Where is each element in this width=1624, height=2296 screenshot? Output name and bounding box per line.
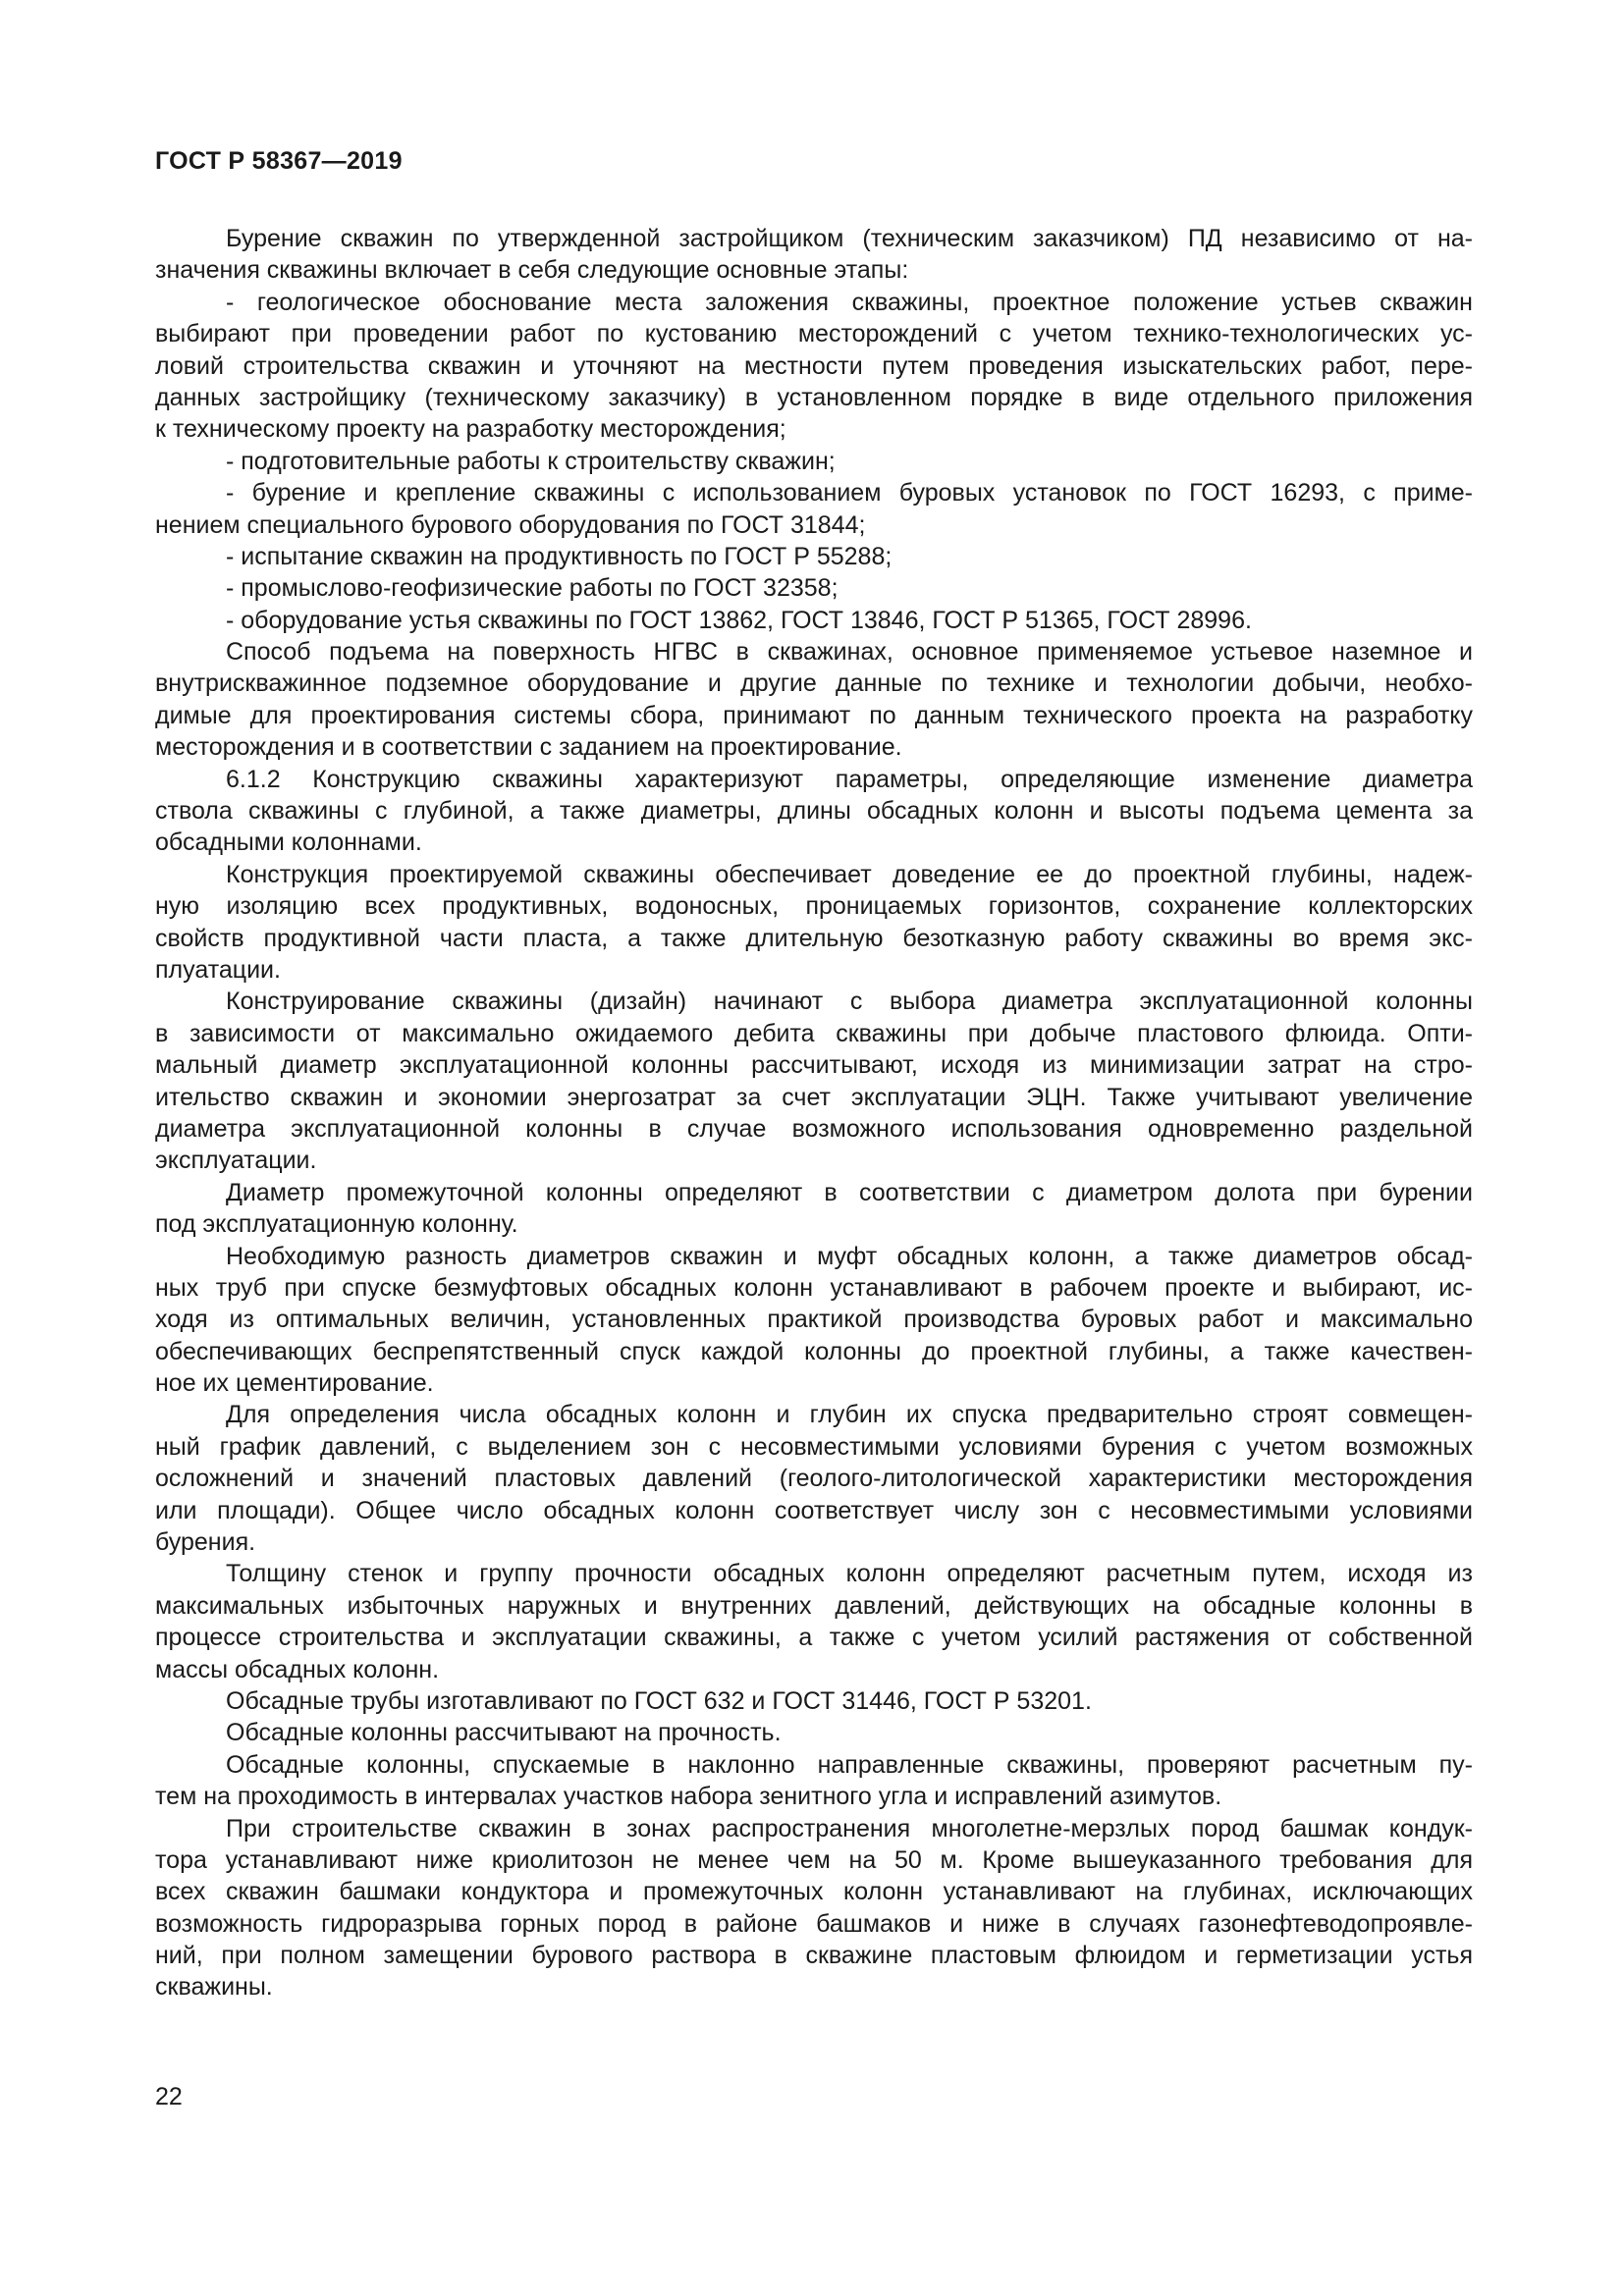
text-line: Обсадные колонны, спускаемые в наклонно направленные скважины, проверяют расчетным пу-: [226, 1750, 1473, 1779]
text-line: Необходимую разность диаметров скважин и муфт обсадных колонн, а также диаметров обсад-: [226, 1242, 1473, 1270]
text-line: обсадными колоннами.: [155, 828, 422, 857]
text-line: Обсадные колонны рассчитывают на прочность.: [226, 1719, 782, 1747]
paragraph: [155, 223, 1473, 287]
paragraph: [155, 1399, 1473, 1558]
text-line: ний, при полном замещении бурового раствора в скважине пластовым флюидом и герметизации устья: [155, 1942, 1473, 1970]
text-line: плуатации.: [155, 955, 281, 984]
text-line: Бурение скважин по утвержденной застройщиком (техническим заказчиком) ПД независимо от на-: [226, 225, 1473, 252]
text-line: Обсадные трубы изготавливают по ГОСТ 632 и ГОСТ 31446, ГОСТ Р 53201.: [226, 1686, 1092, 1715]
text-line: процессе строительства и эксплуатации скважины, а также с учетом усилий растяжения от собственной: [155, 1624, 1473, 1652]
text-line: обеспечивающих беспрепятственный спуск каждой колонны до проектной глубины, а также качествен-: [155, 1337, 1473, 1365]
text-line: тем на проходимость в интервалах участков набора зенитного угла и исправлений азимутов.: [155, 1783, 1222, 1811]
text-line: скважины.: [155, 1973, 273, 2002]
text-line: массы обсадных колонн.: [155, 1655, 440, 1683]
text-line: Толщину стенок и группу прочности обсадных колонн определяют расчетным путем, исходя из: [226, 1560, 1473, 1588]
paragraph: [155, 477, 1473, 541]
text-line: мальный диаметр эксплуатационной колонны рассчитывают, исходя из минимизации затрат на стро-: [155, 1051, 1473, 1080]
paragraph: [155, 764, 1473, 859]
text-line: максимальных избыточных наружных и внутренних давлений, действующих на обсадные колонны в: [155, 1591, 1473, 1620]
paragraph: [155, 1813, 1473, 2003]
paragraph: [155, 1241, 1473, 1400]
text-line: выбирают при проведении работ по кустованию месторождений с учетом технико-технологических ус-: [155, 320, 1473, 348]
text-line: бурения.: [155, 1528, 256, 1557]
paragraph: [155, 572, 1473, 604]
body-text: [155, 223, 1473, 2003]
text-line: Способ подъема на поверхность НГВС в скважинах, основное применяемое устьевое наземное и: [226, 638, 1473, 667]
paragraph: [155, 986, 1473, 1176]
text-line: внутрискважинное подземное оборудование и другие данные по технике и технологии добычи, необхо-: [155, 669, 1473, 698]
text-line: ную изоляцию всех продуктивных, водоносных, проницаемых горизонтов, сохранение коллекторских: [155, 892, 1473, 921]
text-line: ное их цементирование.: [155, 1369, 434, 1398]
text-line: - испытание скважин на продуктивность по ГОСТ Р 55288;: [226, 542, 893, 570]
paragraph: [155, 446, 1473, 477]
text-line: При строительстве скважин в зонах распространения многолетне-мерзлых пород башмак кондук-: [226, 1814, 1473, 1842]
text-line: 6.1.2 Конструкцию скважины характеризуют параметры, определяющие изменение диаметра: [226, 765, 1473, 793]
text-line: Диаметр промежуточной колонны определяют в соответствии с диаметром долота при бурении: [226, 1178, 1473, 1206]
paragraph: [155, 1717, 1473, 1748]
text-line: ительство скважин и экономии энергозатрат за счет эксплуатации ЭЦН. Также учитывают увеличение: [155, 1083, 1473, 1111]
text-line: значения скважины включает в себя следующие основные этапы:: [155, 256, 909, 285]
text-line: ходя из оптимальных величин, установленных практикой производства буровых работ и максимально: [155, 1306, 1473, 1334]
paragraph: [155, 1749, 1473, 1813]
paragraph: [155, 1685, 1473, 1717]
standard-header: ГОСТ Р 58367—2019: [155, 147, 403, 175]
text-line: месторождения и в соответствии с заданием на проектирование.: [155, 733, 902, 762]
text-line: Конструкция проектируемой скважины обеспечивает доведение ее до проектной глубины, надеж-: [226, 860, 1473, 888]
text-line: диаметра эксплуатационной колонны в случае возможного использования одновременно раздельной: [155, 1114, 1473, 1143]
text-line: нением специального бурового оборудования по ГОСТ 31844;: [155, 510, 866, 539]
paragraph: [155, 859, 1473, 987]
text-line: Конструирование скважины (дизайн) начинают с выбора диаметра эксплуатационной колонны: [226, 988, 1473, 1016]
text-line: эксплуатации.: [155, 1147, 317, 1175]
text-line: ный график давлений, с выделением зон с несовместимыми условиями бурения с учетом возможных: [155, 1432, 1473, 1461]
page-number: 22: [155, 2083, 183, 2110]
text-line: тора устанавливают ниже криолитозон не менее чем на 50 м. Кроме вышеуказанного требования для: [155, 1845, 1473, 1874]
text-line: к техническому проекту на разработку месторождения;: [155, 415, 786, 444]
paragraph: [155, 541, 1473, 572]
text-line: - геологическое обоснование места заложения скважины, проектное положение устьев скважин: [226, 288, 1473, 316]
paragraph: [155, 1558, 1473, 1685]
text-line: всех скважин башмаки кондуктора и промежуточных колонн устанавливают на глубинах, исключающих: [155, 1878, 1473, 1906]
text-line: или площади). Общее число обсадных колонн соответствует числу зон с несовместимыми условиями: [155, 1496, 1473, 1524]
text-line: - промыслово-геофизические работы по ГОСТ 32358;: [226, 574, 839, 603]
text-line: - бурение и крепление скважины с использованием буровых установок по ГОСТ 16293, с приме-: [226, 479, 1473, 507]
text-line: свойств продуктивной части пласта, а также длительную безотказную работу скважины во время экс-: [155, 924, 1473, 952]
text-line: - подготовительные работы к строительству скважин;: [226, 447, 836, 475]
text-line: димые для проектирования системы сбора, принимают по данным технического проекта на разработку: [155, 701, 1473, 729]
text-line: данных застройщику (техническому заказчику) в установленном порядке в виде отдельного приложения: [155, 383, 1473, 411]
text-line: осложнений и значений пластовых давлений (геолого-литологической характеристики месторождения: [155, 1465, 1473, 1493]
text-line: в зависимости от максимально ожидаемого дебита скважины при добыче пластового флюида. Опти-: [155, 1019, 1473, 1047]
paragraph: [155, 287, 1473, 446]
text-line: под эксплуатационную колонну.: [155, 1210, 518, 1239]
paragraph: [155, 605, 1473, 636]
text-line: ных труб при спуске безмуфтовых обсадных колонн устанавливают в рабочем проекте и выбирают, ис-: [155, 1273, 1473, 1302]
text-line: Для определения числа обсадных колонн и глубин их спуска предварительно строят совмещен-: [226, 1401, 1473, 1429]
paragraph: [155, 1177, 1473, 1241]
text-line: ловий строительства скважин и уточняют на местности путем проведения изыскательских работ, пере-: [155, 351, 1473, 380]
paragraph: [155, 636, 1473, 764]
text-line: ствола скважины с глубиной, а также диаметры, длины обсадных колонн и высоты подъема цемента за: [155, 797, 1473, 826]
text-line: - оборудование устья скважины по ГОСТ 13862, ГОСТ 13846, ГОСТ Р 51365, ГОСТ 28996.: [226, 606, 1252, 634]
text-line: возможность гидроразрыва горных пород в районе башмаков и ниже в случаях газонефтеводопроявле-: [155, 1909, 1473, 1938]
